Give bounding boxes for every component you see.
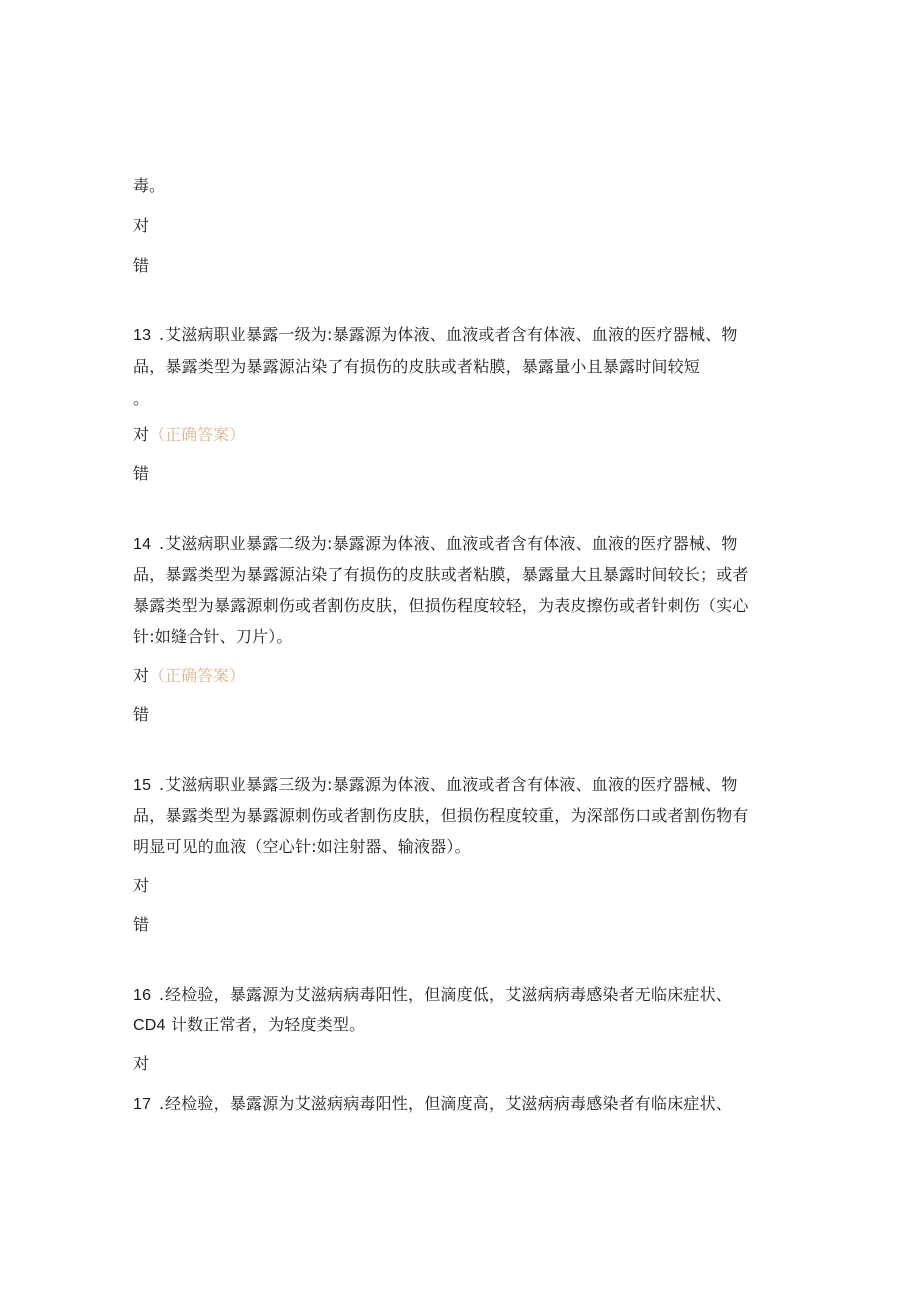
question-line: 14 .艾滋病职业暴露二级为:暴露源为体液、血液或者含有体液、血液的医疗器械、物 (133, 533, 738, 556)
question-text: 艾滋病职业暴露三级为:暴露源为体液、血液或者含有体液、血液的医疗器械、物 (165, 775, 738, 794)
question-number: 15 (133, 777, 152, 794)
question-number: 14 (133, 536, 152, 553)
option-false[interactable]: 错 (133, 464, 150, 483)
question-line: 13 .艾滋病职业暴露一级为:暴露源为体液、血液或者含有体液、血液的医疗器械、物 (133, 324, 738, 347)
option-false[interactable]: 错 (133, 256, 150, 275)
question-line: 16 .经检验，暴露源为艾滋病病毒阳性，但滴度低，艾滋病病毒感染者无临床症状、 (133, 984, 732, 1007)
question-text: 艾滋病职业暴露二级为:暴露源为体液、血液或者含有体液、血液的医疗器械、物 (165, 534, 738, 553)
question-number: 16 (133, 987, 152, 1004)
correct-answer-tag: （正确答案） (149, 425, 246, 444)
question-text: 暴露类型为暴露源刺伤或者割伤皮肤，但损伤程度较轻，为表皮擦伤或者针刺伤（实心 (133, 596, 749, 615)
question-text: 经检验，暴露源为艾滋病病毒阳性，但滴度高，艾滋病病毒感染者有临床症状、 (165, 1094, 733, 1113)
question-line (133, 1014, 365, 1037)
question-text: 明显可见的血液（空心针:如注射器、输液器）。 (133, 837, 471, 856)
question-text: 。 (133, 389, 150, 408)
question-text: 计数正常者，为轻度类型。 (170, 1015, 366, 1034)
fragment-text: 毒。 (133, 176, 166, 195)
question-number: 17 (133, 1096, 152, 1113)
option-false[interactable]: 错 (133, 915, 150, 934)
question-line: 15 .艾滋病职业暴露三级为:暴露源为体液、血液或者含有体液、血液的医疗器械、物 (133, 774, 738, 797)
option-false[interactable]: 错 (133, 705, 150, 724)
option-true[interactable]: 对 (133, 1054, 150, 1073)
option-label: 对 (133, 425, 150, 444)
option-true[interactable]: 对 (133, 216, 150, 235)
correct-answer-tag: （正确答案） (149, 666, 246, 685)
option-true[interactable] (133, 665, 245, 687)
question-text: 针:如缝合针、刀片）。 (133, 627, 293, 646)
question-number: 13 (133, 327, 152, 344)
question-text: 品，暴露类型为暴露源刺伤或者割伤皮肤，但损伤程度较重，为深部伤口或者割伤物有 (133, 806, 749, 825)
option-label: 对 (133, 666, 150, 685)
option-true[interactable] (133, 424, 245, 446)
question-line: 17 .经检验，暴露源为艾滋病病毒阳性，但滴度高，艾滋病病毒感染者有临床症状、 (133, 1093, 732, 1116)
question-text: 艾滋病职业暴露一级为:暴露源为体液、血液或者含有体液、血液的医疗器械、物 (165, 325, 738, 344)
option-true[interactable]: 对 (133, 876, 150, 895)
question-text: 品，暴露类型为暴露源沾染了有损伤的皮肤或者粘膜，暴露量小且暴露时间较短 (133, 357, 701, 376)
question-text: 经检验，暴露源为艾滋病病毒阳性，但滴度低，艾滋病病毒感染者无临床症状、 (165, 985, 733, 1004)
question-text: 品，暴露类型为暴露源沾染了有损伤的皮肤或者粘膜，暴露量大且暴露时间较长；或者 (133, 565, 749, 584)
cd4-label: CD4 (133, 1017, 166, 1034)
